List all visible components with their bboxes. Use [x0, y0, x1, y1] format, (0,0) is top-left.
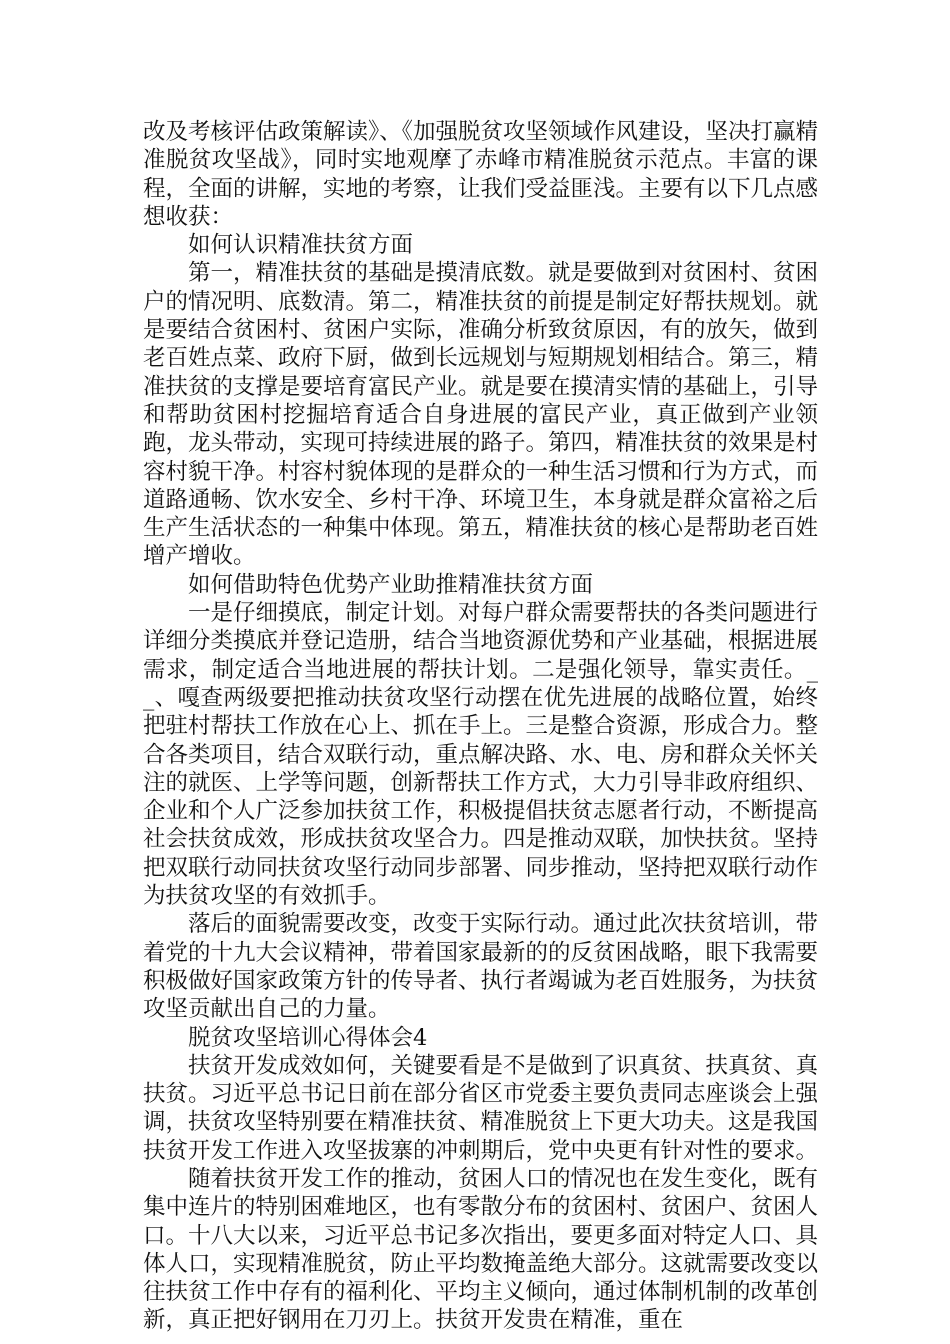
paragraph-conclusion: 落后的面貌需要改变，改变于实际行动。通过此次扶贫培训，带着党的十九大会议精神，带着国家最新的的反贫困战略，眼下我需要积极做好国家政策方针的传导者、执行者竭诚为老百姓服务，为扶贫攻坚贡献出自己的力量。: [143, 911, 819, 1023]
section-heading-industry: 如何借助特色优势产业助推精准扶贫方面: [188, 571, 594, 598]
paragraph-understanding: 第一，精准扶贫的基础是摸清底数。就是要做到对贫困村、贫困户的情况明、底数清。第二，精准扶贫的前提是制定好帮扶规划。就是要结合贫困村、贫困户实际，准确分析致贫原因，有的放矢，做到老百姓点菜、政府下厨，做到长远规划与短期规划相结合。第三，精准扶贫的支撑是要培育富民产业。就是要在摸清实情的基础上，引导和帮助贫困村挖掘培育适合自身进展的富民产业，真正做到产业领跑，龙头带动，实现可持续进展的路子。第四，精准扶贫的效果是村容村貌干净。村容村貌体现的是群众的一种生活习惯和行为方式，而道路通畅、饮水安全、乡村干净、环境卫生，本身就是群众富裕之后生产生活状态的一种集中体现。第五，精准扶贫的核心是帮助老百姓增产增收。: [143, 260, 819, 570]
paragraph-poverty-change: 随着扶贫开发工作的推动，贫困人口的情况也在发生变化，既有集中连片的特别困难地区，也有零散分布的贫困村、贫困户、贫困人口。十八大以来，习近平总书记多次指出，要更多面对特定人口、具体人口，实现精准脱贫，防止平均数掩盖绝大部分。这就需要改变以往扶贫工作中存有的福利化、平均主义倾向，通过体制机制的改革创新，真正把好钢用在刀刃上。扶贫开发贵在精准，重在: [143, 1165, 819, 1334]
section-heading-understanding: 如何认识精准扶贫方面: [188, 232, 414, 259]
paragraph-effectiveness: 扶贫开发成效如何，关键要看是不是做到了识真贫、扶真贫、真扶贫。习近平总书记日前在部分省区市党委主要负责同志座谈会上强调，扶贫攻坚特别要在精准扶贫、精准脱贫上下更大功夫。这是我国扶贫开发工作进入攻坚拔寨的冲刺期后，党中央更有针对性的要求。: [143, 1052, 819, 1164]
section-heading-experience-4: 脱贫攻坚培训心得体会4: [188, 1024, 428, 1051]
document-page: [143, 118, 818, 1335]
paragraph-intro: 改及考核评估政策解读》、《加强脱贫攻坚领域作风建设，坚决打赢精准脱贫攻坚战》，同时实地观摩了赤峰市精准脱贫示范点。丰富的课程，全面的讲解，实地的考察，让我们受益匪浅。主要有以下几点感想收获：: [143, 119, 819, 230]
paragraph-industry: 一是仔细摸底，制定计划。对每户群众需要帮扶的各类问题进行详细分类摸底并登记造册，结合当地资源优势和产业基础，根据进展需求，制定适合当地进展的帮扶计划。二是强化领导，靠实责任。__、嘎查两级要把推动扶贫攻坚行动摆在优先进展的战略位置，始终把驻村帮扶工作放在心上、抓在手上。三是整合资源，形成合力。整合各类项目，结合双联行动，重点解决路、水、电、房和群众关怀关注的就医、上学等问题，创新帮扶工作方式，大力引导非政府组织、企业和个人广泛参加扶贫工作，积极提倡扶贫志愿者行动，不断提高社会扶贫成效，形成扶贫攻坚合力。四是推动双联，加快扶贫。坚持把双联行动同扶贫攻坚行动同步部署、同步推动，坚持把双联行动作为扶贫攻坚的有效抓手。: [143, 600, 819, 910]
